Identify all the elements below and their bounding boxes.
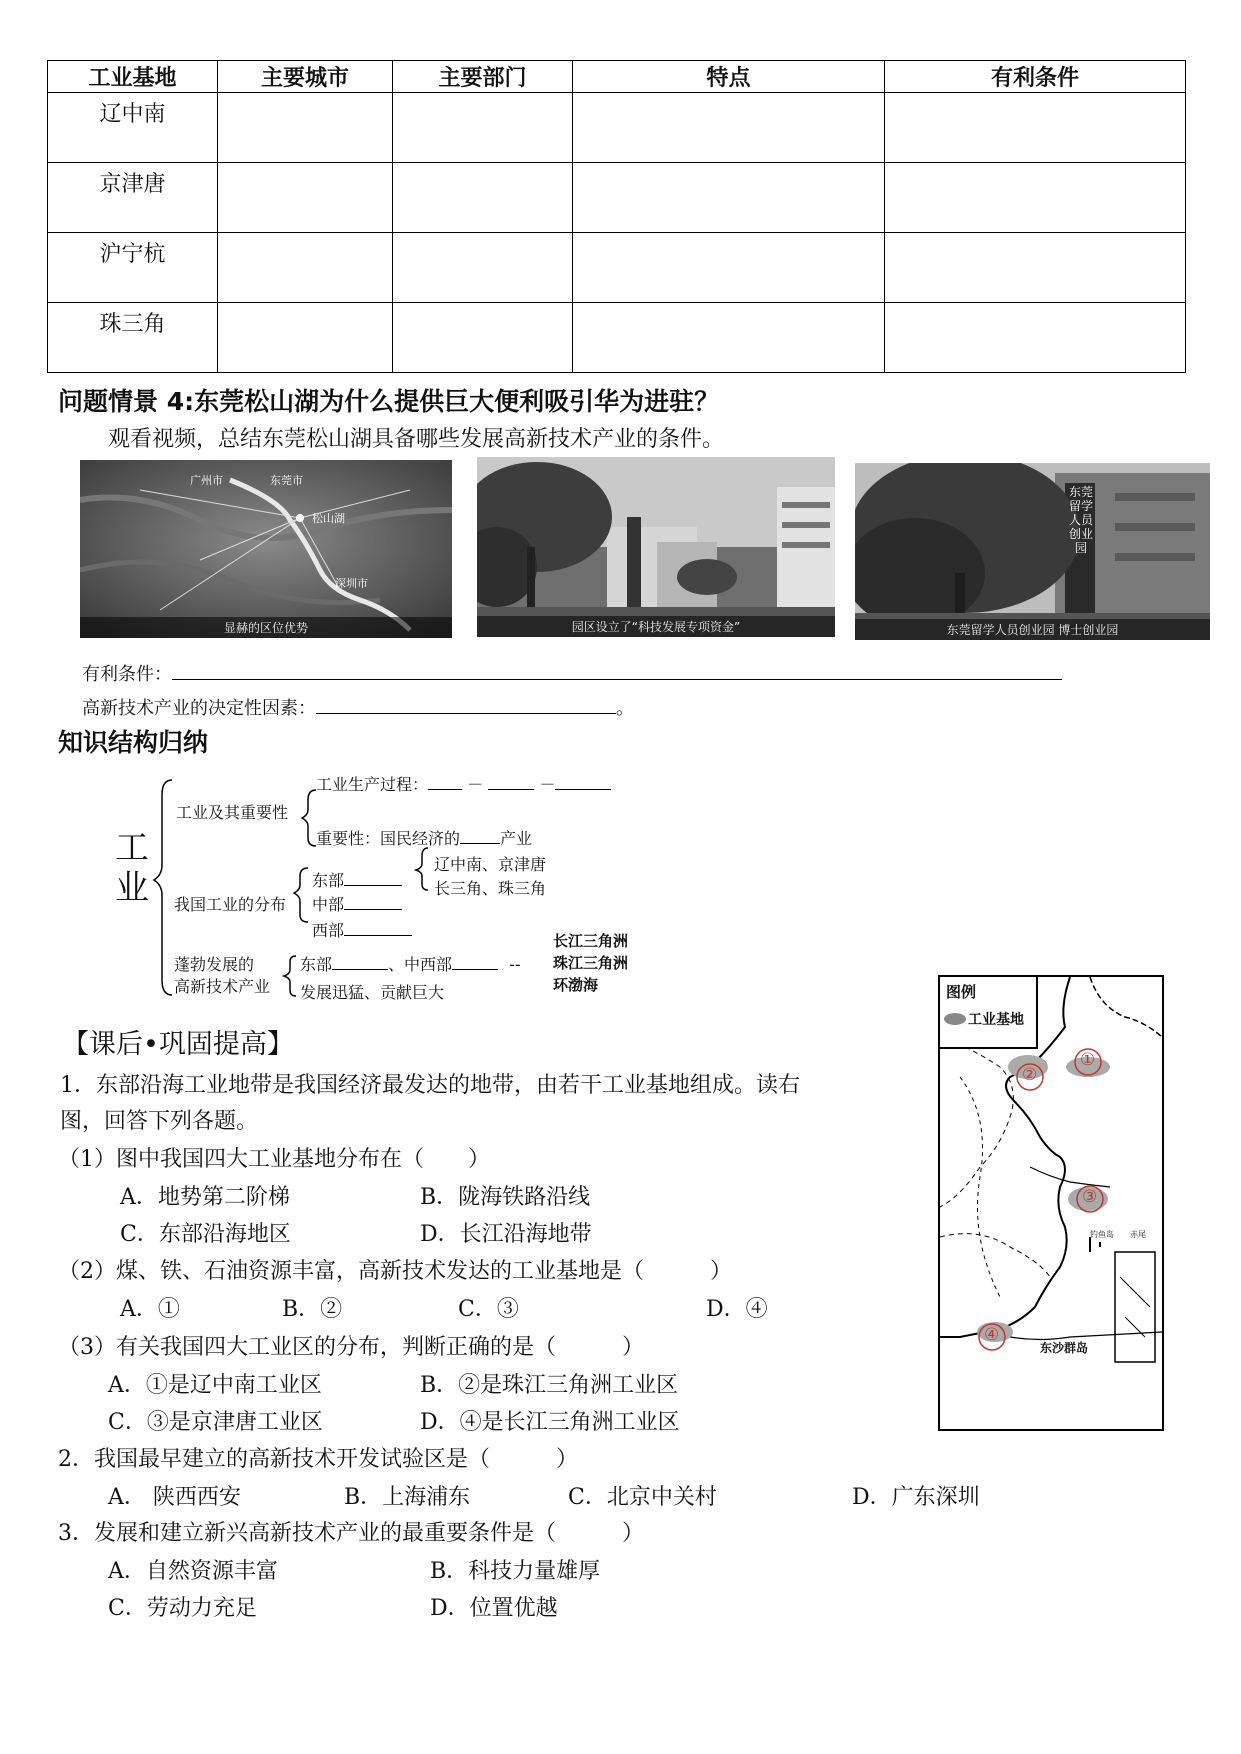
map-label-small: 钓鱼岛 [1090,1230,1114,1239]
table-cell-blank[interactable] [393,303,573,373]
photo-caption: 园区设立了“科技发展专项资金” [477,616,835,637]
q1-1-option-c[interactable]: C．东部沿海地区 [120,1222,291,1247]
q3-option-c[interactable]: C．劳动力充足 [108,1596,257,1621]
decisive-line [82,694,634,720]
table-cell-blank[interactable] [573,233,885,303]
table-header: 主要城市 [218,61,393,93]
map-label: 东莞市 [270,474,303,487]
campus-photo [477,457,835,637]
q1-stem-2: 图，回答下列各题。 [60,1109,259,1134]
fill-blank[interactable] [344,871,402,886]
condition-label: 有利条件： [82,664,172,685]
fill-blank[interactable] [460,829,500,844]
table-cell-blank[interactable] [885,93,1186,163]
scenario-intro: 观看视频，总结东莞松山湖具备哪些发展高新技术产业的条件。 [108,427,725,452]
location-map-image [80,460,452,638]
q2-option-d[interactable]: D．广东深圳 [852,1485,980,1510]
q3-option-d[interactable]: D．位置优越 [430,1596,558,1621]
table-cell-blank[interactable] [218,93,393,163]
exercise-title: 【课后•巩固提高】 [62,1029,294,1060]
campus-image [477,457,835,637]
legend-item: 工业基地 [968,1012,1024,1028]
knowledge-title: 知识结构归纳 [58,728,209,757]
condition-line [82,660,1062,686]
tree-node-significance: 重要性：国民经济的 产业 [316,829,533,848]
table-header: 主要部门 [393,61,573,93]
region-list: 长江三角洲 珠江三角洲 环渤海 [553,932,629,994]
fill-blank[interactable] [555,775,611,790]
decisive-blank[interactable] [316,695,616,714]
q1-1-stem: （1）图中我国四大工业基地分布在（ ） [58,1147,490,1172]
industrial-base-map [938,975,1164,1431]
q1-3-option-d[interactable]: D．④是长江三角洲工业区 [420,1410,680,1435]
q2-option-b[interactable]: B．上海浦东 [344,1485,471,1510]
tree-root: 工业 [115,828,149,908]
q1-stem-1: 1．东部沿海工业地带是我国经济最发达的地带，由若干工业基地组成。读右 [60,1073,800,1098]
q1-1-option-d[interactable]: D．长江沿海地带 [420,1222,592,1247]
decisive-label: 高新技术产业的决定性因素： [82,698,316,719]
startup-park-image [855,463,1210,640]
park-sign: 东莞留学人员创业园 [1068,485,1093,555]
q1-2-option-b[interactable]: B．② [282,1297,343,1322]
table-cell-blank[interactable] [885,163,1186,233]
q1-3-option-c[interactable]: C．③是京津唐工业区 [108,1410,323,1435]
map-marker-1: ① [1080,1050,1096,1070]
map-marker-2: ② [1022,1065,1038,1085]
q2-option-a[interactable]: A． 陕西西安 [108,1485,241,1510]
q3-option-b[interactable]: B．科技力量雄厚 [430,1559,601,1584]
industrial-base-table [47,60,1186,373]
table-cell-blank[interactable] [218,303,393,373]
tree-node-hightech-1: 蓬勃发展的 [174,955,255,974]
location-map-photo [80,460,452,638]
fill-blank[interactable] [452,955,498,970]
fill-blank[interactable] [332,955,388,970]
tree-node-east: 东部 [312,868,402,891]
q1-2-option-c[interactable]: C．③ [458,1297,519,1322]
table-cell-base: 辽中南 [48,93,218,163]
table-cell-base: 京津唐 [48,163,218,233]
fill-blank[interactable] [488,775,534,790]
fill-blank[interactable] [344,895,402,910]
table-cell-blank[interactable] [218,233,393,303]
fill-blank[interactable] [428,775,462,790]
q1-3-stem: （3）有关我国四大工业区的分布，判断正确的是（ ） [58,1335,644,1360]
map-label: 深圳市 [335,577,368,590]
q3-stem: 3．发展和建立新兴高新技术产业的最重要条件是（ ） [58,1521,644,1546]
photo-caption: 显赫的区位优势 [80,617,452,638]
q1-3-option-b[interactable]: B．②是珠江三角洲工业区 [420,1373,679,1398]
q1-3-option-a[interactable]: A．①是辽中南工业区 [108,1373,322,1398]
tree-node-importance: 工业及其重要性 [176,803,289,822]
table-cell-base: 珠三角 [48,303,218,373]
q3-option-a[interactable]: A．自然资源丰富 [108,1559,278,1584]
q2-option-c[interactable]: C．北京中关村 [568,1485,717,1510]
table-cell-blank[interactable] [573,163,885,233]
map-legend [940,977,1038,1049]
map-label: 松山湖 [312,512,345,525]
q1-1-option-b[interactable]: B．陇海铁路沿线 [420,1185,591,1210]
table-row [48,233,1186,303]
map-label-sea: 东沙群岛 [1040,1341,1089,1355]
map-marker-3: ③ [1082,1187,1098,1207]
tree-node-hightech-2: 高新技术产业 [174,977,271,996]
table-cell-blank[interactable] [573,303,885,373]
table-cell-blank[interactable] [393,93,573,163]
map-label-small: 赤尾 [1130,1230,1146,1239]
table-header-row [48,61,1186,93]
fill-blank[interactable] [344,921,412,936]
table-cell-blank[interactable] [573,93,885,163]
table-row [48,93,1186,163]
tree-node-growth: 发展迅猛、贡献巨大 [300,983,445,1002]
map-label: 广州市 [190,474,223,487]
decisive-end: 。 [616,698,634,719]
q1-2-stem: （2）煤、铁、石油资源丰富，高新技术发达的工业基地是（ ） [58,1259,732,1284]
table-header: 有利条件 [885,61,1186,93]
tree-node-central: 中部 [312,892,402,915]
scenario-title: 问题情景 4:东莞松山湖为什么提供巨大便利吸引华为进驻？ [58,387,720,416]
table-header: 特点 [573,61,885,93]
tree-node-distribution: 我国工业的分布 [174,895,287,914]
tree-node-west: 西部 [312,918,412,941]
tree-node-process: 工业生产过程： － － [316,772,611,795]
tree-node-bases-2: 长三角、珠三角 [434,879,547,898]
photo-caption: 东莞留学人员创业园 博士创业园 [855,619,1210,640]
legend-swatch-icon [944,1013,966,1025]
table-cell-blank[interactable] [393,163,573,233]
table-row [48,163,1186,233]
table-row [48,303,1186,373]
map-marker-4: ④ [984,1325,1000,1345]
q1-2-option-d[interactable]: D．④ [706,1297,768,1322]
tree-node-hightech-region: 东部 、中西部 -- [300,955,521,974]
tree-node-bases-1: 辽中南、京津唐 [434,855,547,874]
table-cell-blank[interactable] [885,303,1186,373]
q1-1-option-a[interactable]: A．地势第二阶梯 [120,1185,290,1210]
table-cell-blank[interactable] [393,233,573,303]
table-cell-blank[interactable] [218,163,393,233]
condition-blank[interactable] [172,661,1062,680]
startup-park-photo [855,463,1210,640]
q1-2-option-a[interactable]: A．① [120,1297,180,1322]
table-cell-blank[interactable] [885,233,1186,303]
table-header: 工业基地 [48,61,218,93]
legend-title: 图例 [946,983,977,1001]
table-cell-base: 沪宁杭 [48,233,218,303]
q2-stem: 2．我国最早建立的高新技术开发试验区是（ ） [58,1447,578,1472]
